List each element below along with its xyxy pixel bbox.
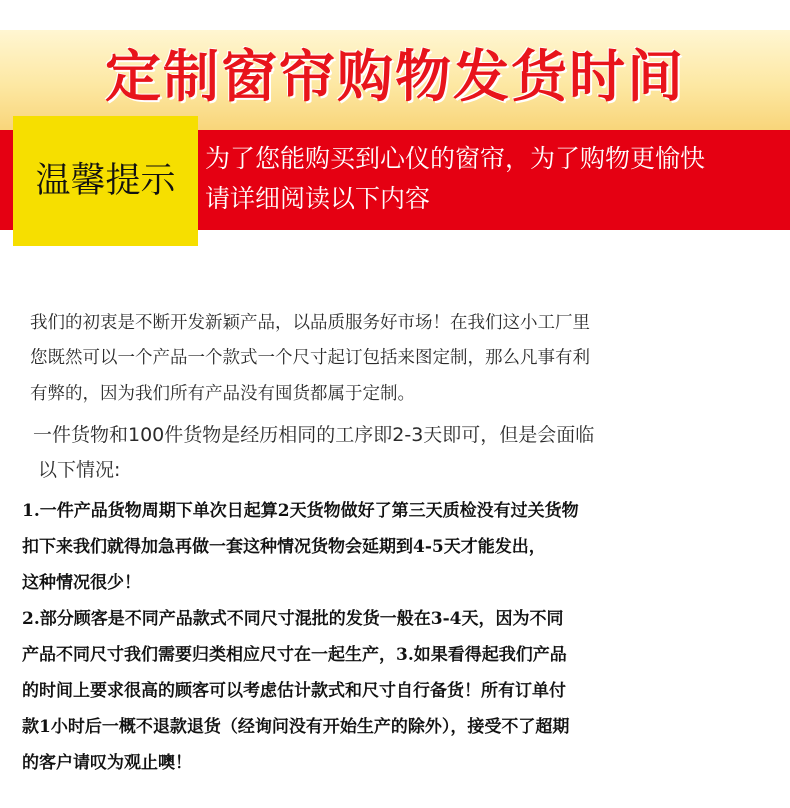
process-line-2: 以下情况: xyxy=(38,459,121,481)
note-line-6: 的时间上要求很高的顾客可以考虑估计款式和尺寸自行备货！所有订单付 xyxy=(22,681,566,701)
note-line-1: 1.一件产品货物周期下单次日起算2天货物做好了第三天质检没有过关货物 xyxy=(22,501,579,521)
note-line-5: 产品不同尺寸我们需要归类相应尺寸在一起生产，3.如果看得起我们产品 xyxy=(22,645,567,665)
tip-label-box xyxy=(13,116,198,246)
tip-line-2: 请详细阅读以下内容 xyxy=(205,184,431,213)
note-line-4: 2.部分顾客是不同产品款式不同尺寸混批的发货一般在3-4天，因为不同 xyxy=(22,609,564,629)
intro-line-2: 您既然可以一个产品一个款式一个尺寸起订包括来图定制，那么凡事有利 xyxy=(30,348,590,368)
note-line-7: 款1小时后一概不退款退货（经询问没有开始生产的除外），接受不了超期 xyxy=(22,717,570,737)
header-banner xyxy=(0,30,790,130)
intro-line-1: 我们的初衷是不断开发新颖产品，以品质服务好市场！在我们这小工厂里 xyxy=(30,313,590,333)
tip-label: 温馨提示 xyxy=(35,161,176,201)
page-title: 定制窗帘购物发货时间 xyxy=(105,45,685,110)
note-line-8: 的客户请叹为观止噢！ xyxy=(22,753,192,773)
note-line-3: 这种情况很少！ xyxy=(22,573,141,593)
process-line-1: 一件货物和100件货物是经历相同的工序即2-3天即可，但是会面临 xyxy=(33,424,595,446)
intro-line-3: 有弊的，因为我们所有产品没有囤货都属于定制。 xyxy=(30,384,415,404)
note-line-2: 扣下来我们就得加急再做一套这种情况货物会延期到4-5天才能发出， xyxy=(22,537,546,557)
tip-line-1: 为了您能购买到心仪的窗帘，为了购物更愉快 xyxy=(205,144,706,173)
